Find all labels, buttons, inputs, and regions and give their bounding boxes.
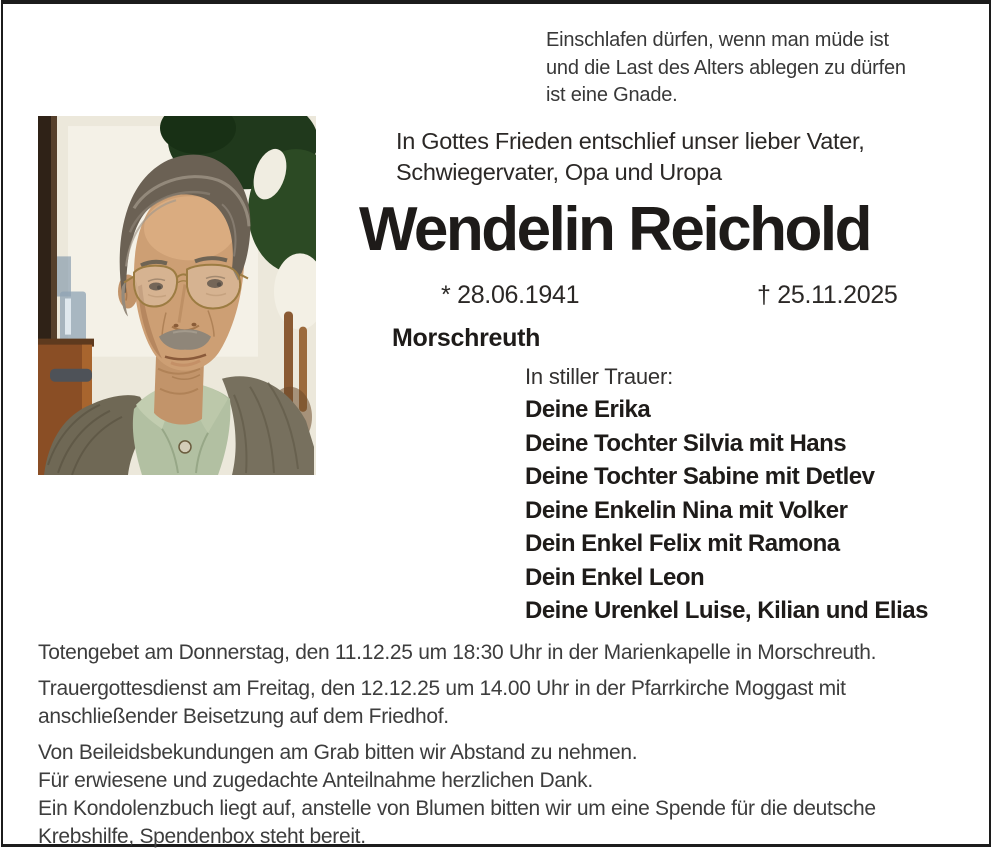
announcement-beileidsbekundungen: Von Beileidsbekundungen am Grab bitten wir Abstand zu nehmen. xyxy=(38,741,638,764)
birth-date xyxy=(441,281,579,310)
announcement-totengebet: Totengebet am Donnerstag, den 11.12.25 um 18:30 Uhr in der Marienkapelle in Morschreuth. xyxy=(38,641,877,664)
death-date-value: 25.11.2025 xyxy=(777,281,898,309)
announcements xyxy=(38,639,968,851)
intro-line-1: In Gottes Frieden entschlief unser lieber Vater, xyxy=(396,128,865,154)
mourning-heading: In stiller Trauer: xyxy=(525,364,674,389)
announcement-kondolenzbuch: Ein Kondolenzbuch liegt auf, anstelle von Blumen bitten wir um eine Spende für die deutsche Krebshilfe, Spendenbox steht bereit. xyxy=(38,797,876,848)
born-symbol: * xyxy=(441,281,451,309)
mourner-line: Deine Tochter Sabine mit Detlev xyxy=(525,463,875,490)
mourners-list xyxy=(525,393,928,628)
intro-line-2: Schwiegervater, Opa und Uropa xyxy=(396,159,722,185)
quote-line-1: Einschlafen dürfen, wenn man müde ist xyxy=(546,29,889,51)
announcement-anteilnahme: Für erwiesene und zugedachte Anteilnahme herzlichen Dank. xyxy=(38,769,593,792)
mourner-line: Deine Erika xyxy=(525,396,651,423)
deceased-name: Wendelin Reichold xyxy=(359,195,870,264)
died-symbol: † xyxy=(757,281,771,309)
quote-line-3: ist eine Gnade. xyxy=(546,84,678,106)
death-date xyxy=(757,281,898,310)
birth-date-value: 28.06.1941 xyxy=(457,281,580,309)
portrait-photo xyxy=(38,116,316,475)
mourner-line: Deine Enkelin Nina mit Volker xyxy=(525,496,848,524)
memorial-quote xyxy=(546,27,906,110)
mourner-line: Dein Enkel Leon xyxy=(525,563,705,591)
portrait-photo-illustration xyxy=(38,116,316,475)
mourner-line: Deine Urenkel Luise, Kilian und Elias xyxy=(525,597,928,624)
mourner-line: Dein Enkel Felix mit Ramona xyxy=(525,530,840,557)
announcement-trauergottesdienst: Trauergottesdienst am Freitag, den 12.12.25 um 14.00 Uhr in der Pfarrkirche Moggast mit anschließender Beisetzung auf dem Friedhof. xyxy=(38,677,846,728)
intro-text xyxy=(396,126,864,188)
residence: Morschreuth xyxy=(392,324,541,352)
mourner-line: Deine Tochter Silvia mit Hans xyxy=(525,429,847,457)
quote-line-2: und die Last des Alters ablegen zu dürfen xyxy=(546,56,906,79)
